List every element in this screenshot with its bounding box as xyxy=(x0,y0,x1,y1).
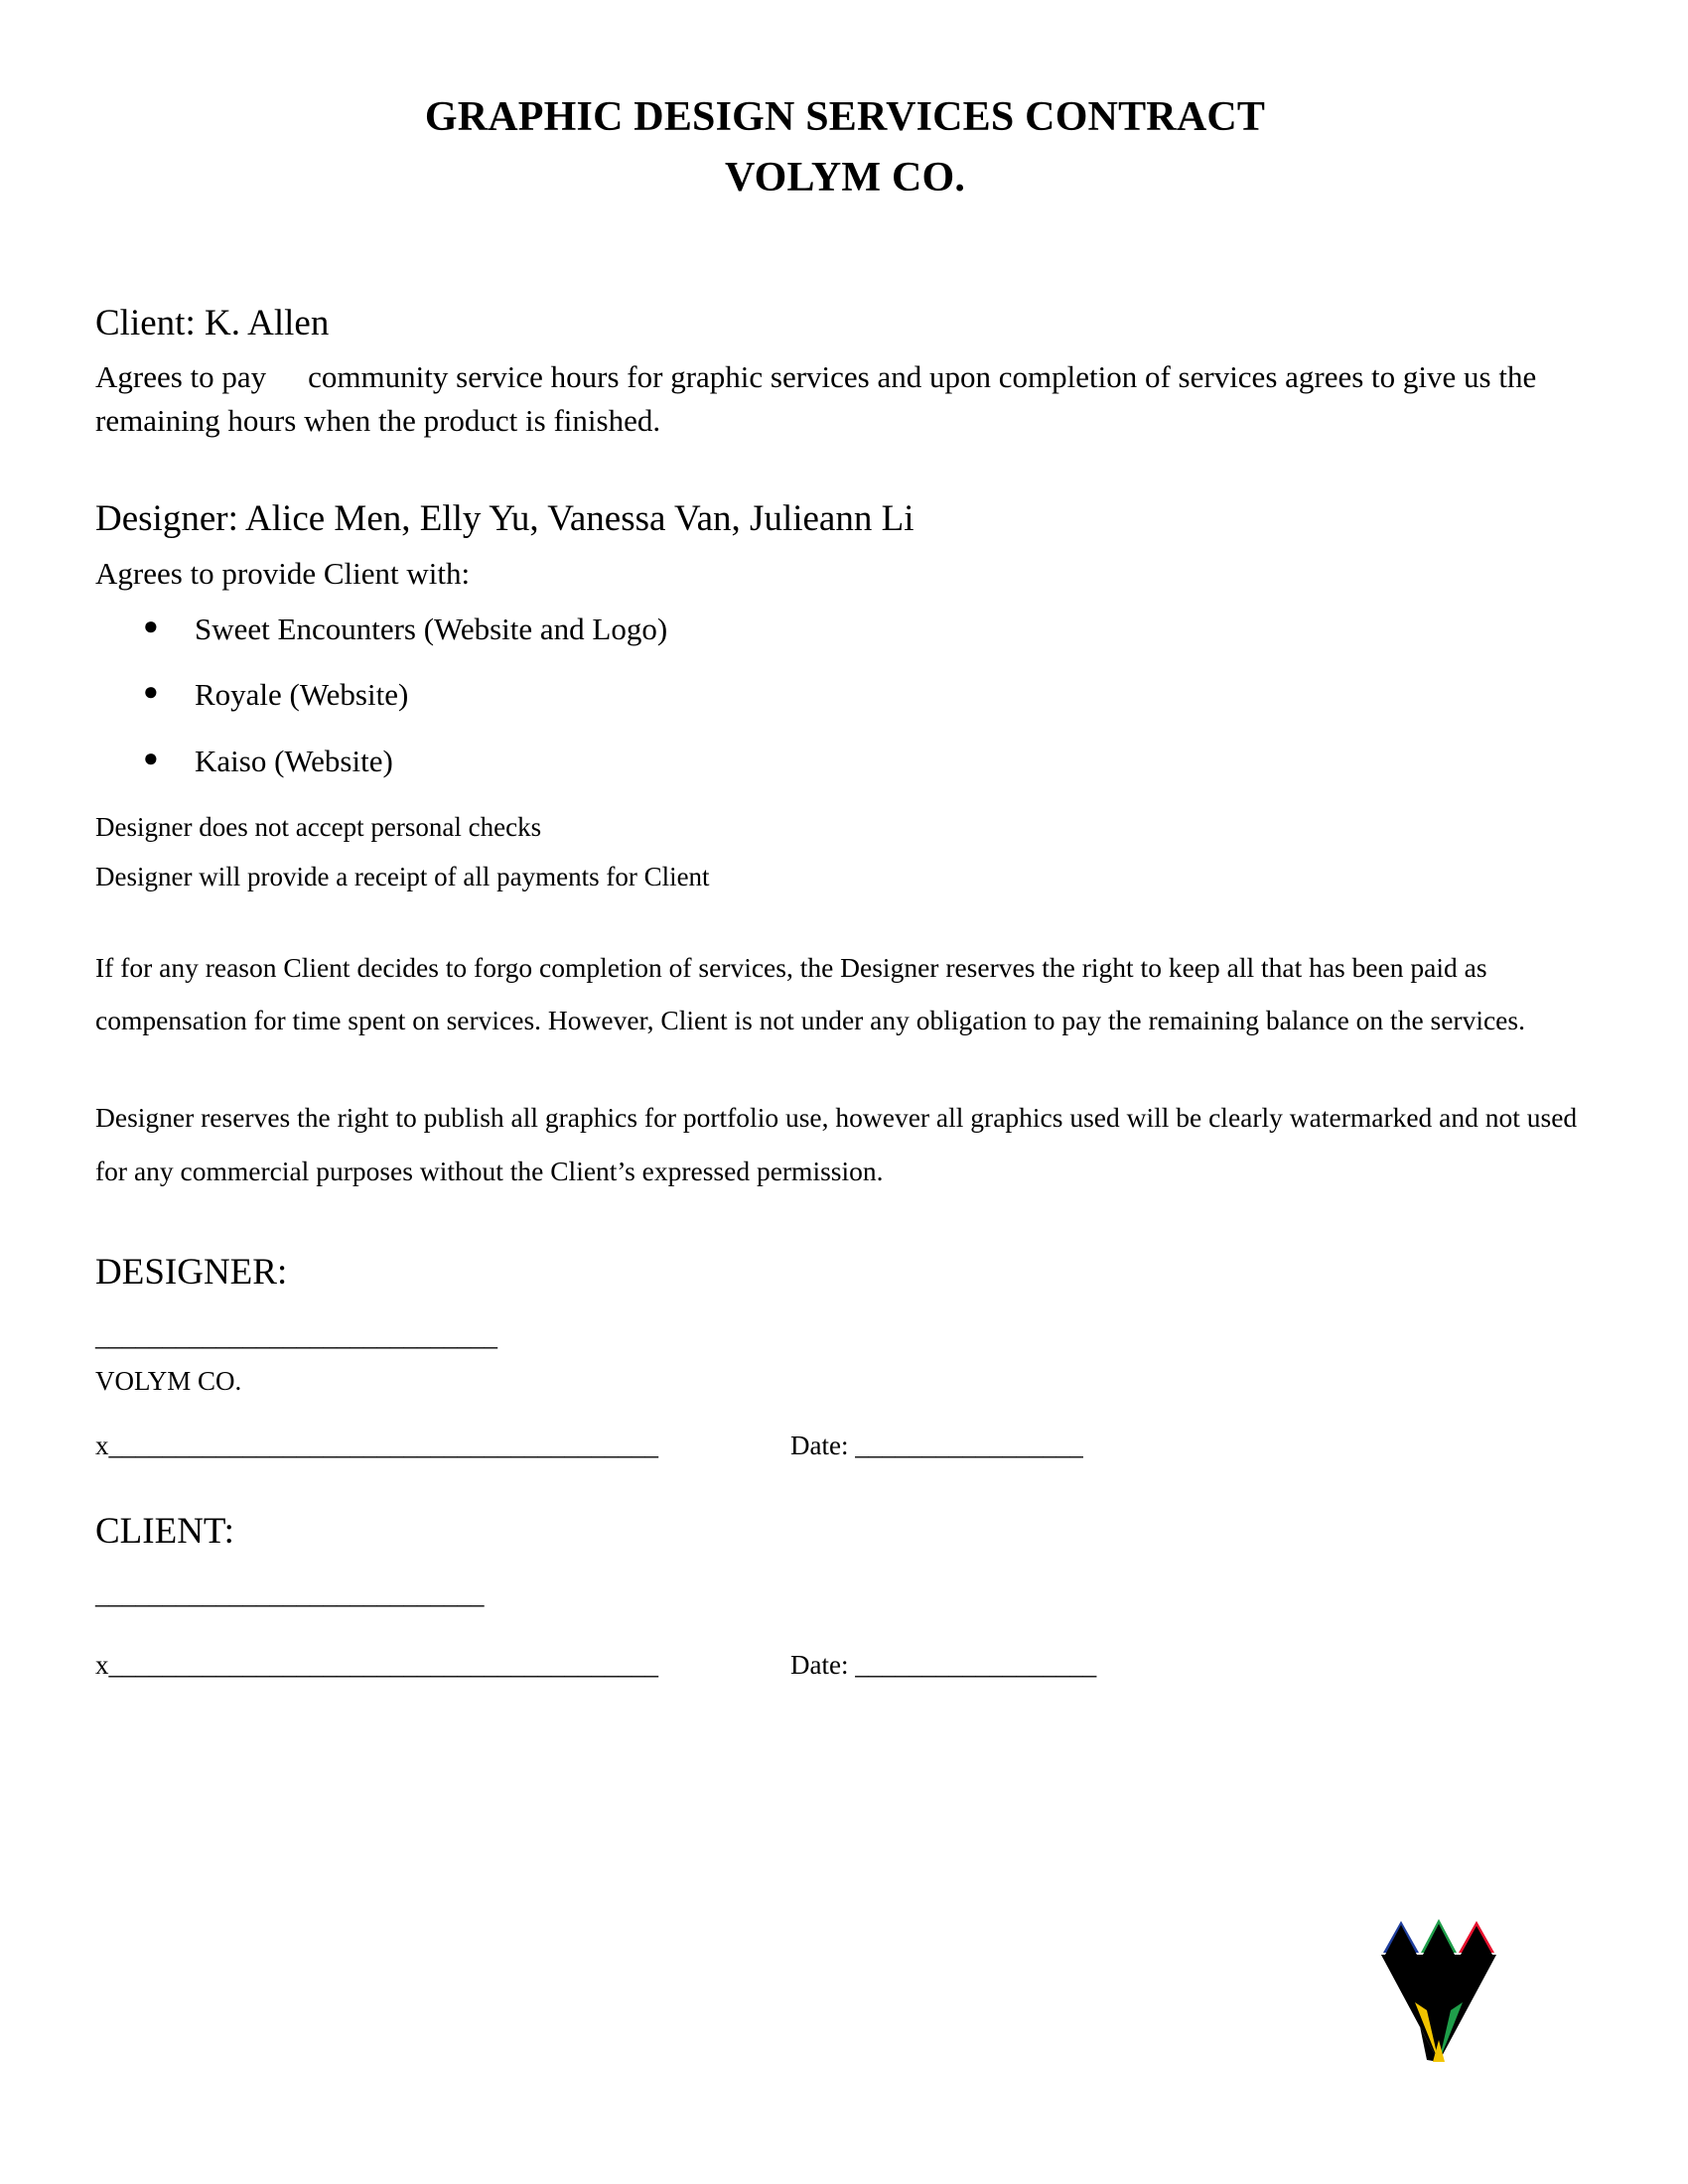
client-name-rule: _____________________________ xyxy=(95,1579,485,1610)
clause-1: If for any reason Client decides to forgo completion of services, the Designer reserves the right to keep all that has been paid as compensation for time spent on services. However, Client is not under any obligation to pay the remaining balance on the services. xyxy=(95,951,1525,1036)
bullet-icon: ● xyxy=(143,677,159,707)
designer-date-field[interactable]: Date: _________________ xyxy=(790,1430,1083,1460)
document-title xyxy=(95,89,1595,205)
designer-company-name: VOLYM CO. xyxy=(95,1365,242,1396)
designer-lead-in: Agrees to provide Client with: xyxy=(95,555,471,591)
designer-note-1: Designer does not accept personal checks xyxy=(95,811,542,842)
spacer xyxy=(95,205,1595,301)
designer-heading: Designer: Alice Men, Elly Yu, Vanessa Van, Julieann Li xyxy=(95,497,914,539)
client-signature-row xyxy=(95,1650,1595,1694)
client-paragraph-part-1: Agrees to pay xyxy=(95,358,267,394)
list-item-label: Kaiso (Website) xyxy=(195,743,393,778)
bullet-icon: ● xyxy=(143,611,159,640)
designer-signature-row xyxy=(95,1431,1595,1474)
client-heading: Client: K. Allen xyxy=(95,303,330,344)
client-paragraph-part-2: community service hours for graphic services and upon completion of services agrees to give us the remaining hours when the product is finished. xyxy=(95,358,1537,438)
client-date-field[interactable]: Date: __________________ xyxy=(790,1650,1097,1681)
spacer xyxy=(95,443,1595,496)
title-line-1: GRAPHIC DESIGN SERVICES CONTRACT xyxy=(424,94,1266,140)
deliverables-list xyxy=(95,610,1595,781)
client-paragraph xyxy=(95,355,1595,443)
title-line-2: VOLYM CO. xyxy=(724,154,966,201)
list-item-label: Royale (Website) xyxy=(195,677,409,713)
spacer xyxy=(95,1197,1595,1251)
list-item xyxy=(95,675,1595,715)
bullet-icon: ● xyxy=(143,743,159,772)
document-body xyxy=(95,89,1595,1694)
client-signature-field[interactable]: x_________________________________________ xyxy=(95,1650,658,1681)
list-item-label: Sweet Encounters (Website and Logo) xyxy=(195,611,668,646)
designer-signature-heading: DESIGNER: xyxy=(95,1252,288,1294)
list-item xyxy=(95,742,1595,781)
designer-name-rule: ______________________________ xyxy=(95,1320,497,1351)
volym-diamond-logo-icon xyxy=(1375,1911,1534,2070)
designer-signature-field[interactable]: x_________________________________________ xyxy=(95,1430,658,1460)
clause-2: Designer reserves the right to publish all graphics for portfolio use, however all graphics used will be clearly watermarked and not used for any commercial purposes without the Client’s expressed permission. xyxy=(95,1102,1578,1186)
designer-note-2: Designer will provide a receipt of all payments for Client xyxy=(95,862,710,892)
list-item xyxy=(95,610,1595,649)
client-signature-heading: CLIENT: xyxy=(95,1510,234,1552)
